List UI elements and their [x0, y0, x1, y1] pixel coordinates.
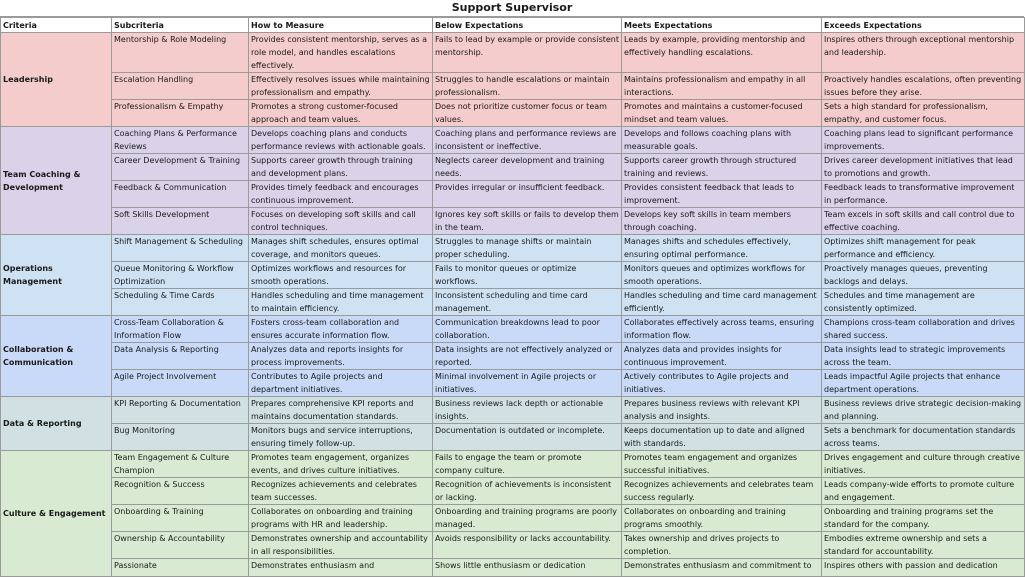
sheet-title: Support Supervisor [0, 0, 1024, 17]
meets-expectations-cell[interactable]: Manages shifts and schedules effectively, ensuring optimal performance. [622, 235, 822, 262]
subcriteria-cell[interactable]: Recognition & Success [112, 478, 249, 505]
meets-expectations-cell[interactable]: Analyzes data and provides insights for continuous improvement. [622, 343, 822, 370]
subcriteria-cell[interactable]: Team Engagement & Culture Champion [112, 451, 249, 478]
meets-expectations-cell[interactable]: Recognizes achievements and celebrates team success regularly. [622, 478, 822, 505]
header-meets-expectations[interactable]: Meets Expectations [622, 18, 822, 33]
exceeds-expectations-cell[interactable]: Feedback leads to transformative improvement in performance. [822, 181, 1025, 208]
meets-expectations-cell[interactable]: Monitors queues and optimizes workflows for smooth operations. [622, 262, 822, 289]
below-expectations-cell[interactable]: Data insights are not effectively analyzed or reported. [433, 343, 622, 370]
how-to-measure-cell[interactable]: Supports career growth through training and development plans. [249, 154, 433, 181]
exceeds-expectations-cell[interactable]: Embodies extreme ownership and sets a standard for accountability. [822, 532, 1025, 559]
how-to-measure-cell[interactable]: Manages shift schedules, ensures optimal coverage, and monitors queues. [249, 235, 433, 262]
below-expectations-cell[interactable]: Documentation is outdated or incomplete. [433, 424, 622, 451]
table-row [1, 154, 1025, 181]
subcriteria-cell[interactable]: Cross-Team Collaboration & Information Flow [112, 316, 249, 343]
how-to-measure-cell[interactable]: Promotes team engagement, organizes events, and drives culture initiatives. [249, 451, 433, 478]
exceeds-expectations-cell[interactable]: Coaching plans lead to significant performance improvements. [822, 127, 1025, 154]
meets-expectations-cell[interactable]: Maintains professionalism and empathy in all interactions. [622, 73, 822, 100]
how-to-measure-cell[interactable]: Provides timely feedback and encourages continuous improvement. [249, 181, 433, 208]
below-expectations-cell[interactable]: Fails to engage the team or promote company culture. [433, 451, 622, 478]
exceeds-expectations-cell[interactable]: Optimizes shift management for peak performance and efficiency. [822, 235, 1025, 262]
subcriteria-cell[interactable]: Agile Project Involvement [112, 370, 249, 397]
exceeds-expectations-cell[interactable]: Drives engagement and culture through creative initiatives. [822, 451, 1025, 478]
table-row [1, 532, 1025, 559]
how-to-measure-cell[interactable]: Collaborates on onboarding and training programs with HR and leadership. [249, 505, 433, 532]
exceeds-expectations-cell[interactable]: Leads impactful Agile projects that enhance department operations. [822, 370, 1025, 397]
subcriteria-cell[interactable]: Feedback & Communication [112, 181, 249, 208]
subcriteria-cell[interactable]: Scheduling & Time Cards [112, 289, 249, 316]
meets-expectations-cell[interactable]: Collaborates effectively across teams, ensuring information flow. [622, 316, 822, 343]
table-row [1, 451, 1025, 478]
table-row [1, 33, 1025, 73]
subcriteria-cell[interactable]: Escalation Handling [112, 73, 249, 100]
table-row [1, 100, 1025, 127]
how-to-measure-cell[interactable]: Optimizes workflows and resources for smooth operations. [249, 262, 433, 289]
how-to-measure-cell[interactable]: Effectively resolves issues while maintaining professionalism and empathy. [249, 73, 433, 100]
table-row [1, 343, 1025, 370]
table-row [1, 235, 1025, 262]
below-expectations-cell[interactable]: Fails to monitor queues or optimize workflows. [433, 262, 622, 289]
rubric-table [0, 17, 1025, 577]
criteria-cell[interactable]: Leadership [1, 33, 112, 127]
how-to-measure-cell[interactable]: Focuses on developing soft skills and call control techniques. [249, 208, 433, 235]
how-to-measure-cell[interactable]: Analyzes data and reports insights for process improvements. [249, 343, 433, 370]
how-to-measure-cell[interactable]: Prepares comprehensive KPI reports and maintains documentation standards. [249, 397, 433, 424]
subcriteria-cell[interactable]: Bug Monitoring [112, 424, 249, 451]
subcriteria-cell[interactable]: KPI Reporting & Documentation [112, 397, 249, 424]
meets-expectations-cell[interactable]: Actively contributes to Agile projects and initiatives. [622, 370, 822, 397]
exceeds-expectations-cell[interactable]: Schedules and time management are consistently optimized. [822, 289, 1025, 316]
meets-expectations-cell[interactable]: Promotes and maintains a customer-focused mindset and team values. [622, 100, 822, 127]
subcriteria-cell[interactable]: Ownership & Accountability [112, 532, 249, 559]
below-expectations-cell[interactable]: Inconsistent scheduling and time card management. [433, 289, 622, 316]
subcriteria-cell[interactable]: Data Analysis & Reporting [112, 343, 249, 370]
exceeds-expectations-cell[interactable]: Onboarding and training programs set the standard for the company. [822, 505, 1025, 532]
below-expectations-cell[interactable]: Business reviews lack depth or actionable insights. [433, 397, 622, 424]
meets-expectations-cell[interactable]: Promotes team engagement and organizes successful initiatives. [622, 451, 822, 478]
table-row [1, 370, 1025, 397]
below-expectations-cell[interactable]: Does not prioritize customer focus or team values. [433, 100, 622, 127]
below-expectations-cell[interactable]: Communication breakdowns lead to poor collaboration. [433, 316, 622, 343]
subcriteria-cell[interactable]: Coaching Plans & Performance Reviews [112, 127, 249, 154]
header-exceeds-expectations[interactable]: Exceeds Expectations [822, 18, 1025, 33]
exceeds-expectations-cell[interactable]: Proactively manages queues, preventing backlogs and delays. [822, 262, 1025, 289]
subcriteria-cell[interactable]: Mentorship & Role Modeling [112, 33, 249, 73]
exceeds-expectations-cell[interactable]: Sets a high standard for professionalism, empathy, and customer focus. [822, 100, 1025, 127]
subcriteria-cell[interactable]: Shift Management & Scheduling [112, 235, 249, 262]
exceeds-expectations-cell[interactable]: Champions cross-team collaboration and drives shared success. [822, 316, 1025, 343]
below-expectations-cell[interactable]: Minimal involvement in Agile projects or initiatives. [433, 370, 622, 397]
meets-expectations-cell[interactable]: Supports career growth through structured training and reviews. [622, 154, 822, 181]
criteria-cell[interactable]: Team Coaching & Development [1, 127, 112, 235]
below-expectations-cell[interactable]: Avoids responsibility or lacks accountability. [433, 532, 622, 559]
meets-expectations-cell[interactable]: Develops key soft skills in team members through coaching. [622, 208, 822, 235]
how-to-measure-cell[interactable]: Recognizes achievements and celebrates team successes. [249, 478, 433, 505]
header-criteria[interactable]: Criteria [1, 18, 112, 33]
subcriteria-cell[interactable]: Onboarding & Training [112, 505, 249, 532]
below-expectations-cell[interactable]: Neglects career development and training needs. [433, 154, 622, 181]
table-row [1, 505, 1025, 532]
subcriteria-cell[interactable]: Soft Skills Development [112, 208, 249, 235]
header-subcriteria[interactable]: Subcriteria [112, 18, 249, 33]
exceeds-expectations-cell[interactable]: Data insights lead to strategic improvements across the team. [822, 343, 1025, 370]
how-to-measure-cell[interactable]: Handles scheduling and time management to maintain efficiency. [249, 289, 433, 316]
below-expectations-cell[interactable]: Struggles to handle escalations or maintain professionalism. [433, 73, 622, 100]
below-expectations-cell[interactable]: Onboarding and training programs are poorly managed. [433, 505, 622, 532]
table-row [1, 127, 1025, 154]
below-expectations-cell[interactable]: Shows little enthusiasm or dedication [433, 559, 622, 577]
meets-expectations-cell[interactable]: Handles scheduling and time card management efficiently. [622, 289, 822, 316]
below-expectations-cell[interactable]: Provides irregular or insufficient feedback. [433, 181, 622, 208]
subcriteria-cell[interactable]: Professionalism & Empathy [112, 100, 249, 127]
exceeds-expectations-cell[interactable]: Inspires others with passion and dedication [822, 559, 1025, 577]
how-to-measure-cell[interactable]: Provides consistent mentorship, serves as a role model, and handles escalations effectively. [249, 33, 433, 73]
how-to-measure-cell[interactable]: Contributes to Agile projects and department initiatives. [249, 370, 433, 397]
meets-expectations-cell[interactable]: Takes ownership and drives projects to completion. [622, 532, 822, 559]
header-how-to-measure[interactable]: How to Measure [249, 18, 433, 33]
exceeds-expectations-cell[interactable]: Team excels in soft skills and call control due to effective coaching. [822, 208, 1025, 235]
table-row [1, 478, 1025, 505]
exceeds-expectations-cell[interactable]: Drives career development initiatives that lead to promotions and growth. [822, 154, 1025, 181]
how-to-measure-cell[interactable]: Demonstrates ownership and accountability in all responsibilities. [249, 532, 433, 559]
how-to-measure-cell[interactable]: Develops coaching plans and conducts performance reviews with actionable goals. [249, 127, 433, 154]
subcriteria-cell[interactable]: Passionate [112, 559, 249, 577]
below-expectations-cell[interactable]: Recognition of achievements is inconsistent or lacking. [433, 478, 622, 505]
meets-expectations-cell[interactable]: Develops and follows coaching plans with measurable goals. [622, 127, 822, 154]
table-row [1, 424, 1025, 451]
below-expectations-cell[interactable]: Fails to lead by example or provide consistent mentorship. [433, 33, 622, 73]
table-row [1, 73, 1025, 100]
meets-expectations-cell[interactable]: Demonstrates enthusiasm and commitment to [622, 559, 822, 577]
rubric-body [1, 33, 1025, 577]
table-row [1, 316, 1025, 343]
criteria-cell[interactable]: Operations Management [1, 235, 112, 316]
meets-expectations-cell[interactable]: Leads by example, providing mentorship and effectively handling escalations. [622, 33, 822, 73]
exceeds-expectations-cell[interactable]: Leads company-wide efforts to promote culture and engagement. [822, 478, 1025, 505]
below-expectations-cell[interactable]: Ignores key soft skills or fails to develop them in the team. [433, 208, 622, 235]
below-expectations-cell[interactable]: Coaching plans and performance reviews are inconsistent or ineffective. [433, 127, 622, 154]
criteria-cell[interactable]: Collaboration & Communication [1, 316, 112, 397]
table-row [1, 397, 1025, 424]
how-to-measure-cell[interactable]: Monitors bugs and service interruptions, ensuring timely follow-up. [249, 424, 433, 451]
exceeds-expectations-cell[interactable]: Business reviews drive strategic decision-making and planning. [822, 397, 1025, 424]
header-row [1, 18, 1025, 33]
table-row [1, 559, 1025, 577]
how-to-measure-cell[interactable]: Demonstrates enthusiasm and [249, 559, 433, 577]
table-row [1, 262, 1025, 289]
table-row [1, 181, 1025, 208]
table-row [1, 208, 1025, 235]
criteria-cell[interactable]: Culture & Engagement [1, 451, 112, 577]
criteria-cell[interactable]: Data & Reporting [1, 397, 112, 451]
meets-expectations-cell[interactable]: Keeps documentation up to date and aligned with standards. [622, 424, 822, 451]
how-to-measure-cell[interactable]: Promotes a strong customer-focused approach and team values. [249, 100, 433, 127]
header-below-expectations[interactable]: Below Expectations [433, 18, 622, 33]
exceeds-expectations-cell[interactable]: Proactively handles escalations, often preventing issues before they arise. [822, 73, 1025, 100]
subcriteria-cell[interactable]: Queue Monitoring & Workflow Optimization [112, 262, 249, 289]
subcriteria-cell[interactable]: Career Development & Training [112, 154, 249, 181]
exceeds-expectations-cell[interactable]: Inspires others through exceptional mentorship and leadership. [822, 33, 1025, 73]
table-row [1, 289, 1025, 316]
meets-expectations-cell[interactable]: Provides consistent feedback that leads to improvement. [622, 181, 822, 208]
below-expectations-cell[interactable]: Struggles to manage shifts or maintain proper scheduling. [433, 235, 622, 262]
meets-expectations-cell[interactable]: Collaborates on onboarding and training programs smoothly. [622, 505, 822, 532]
how-to-measure-cell[interactable]: Fosters cross-team collaboration and ensures accurate information flow. [249, 316, 433, 343]
exceeds-expectations-cell[interactable]: Sets a benchmark for documentation standards across teams. [822, 424, 1025, 451]
meets-expectations-cell[interactable]: Prepares business reviews with relevant KPI analysis and insights. [622, 397, 822, 424]
